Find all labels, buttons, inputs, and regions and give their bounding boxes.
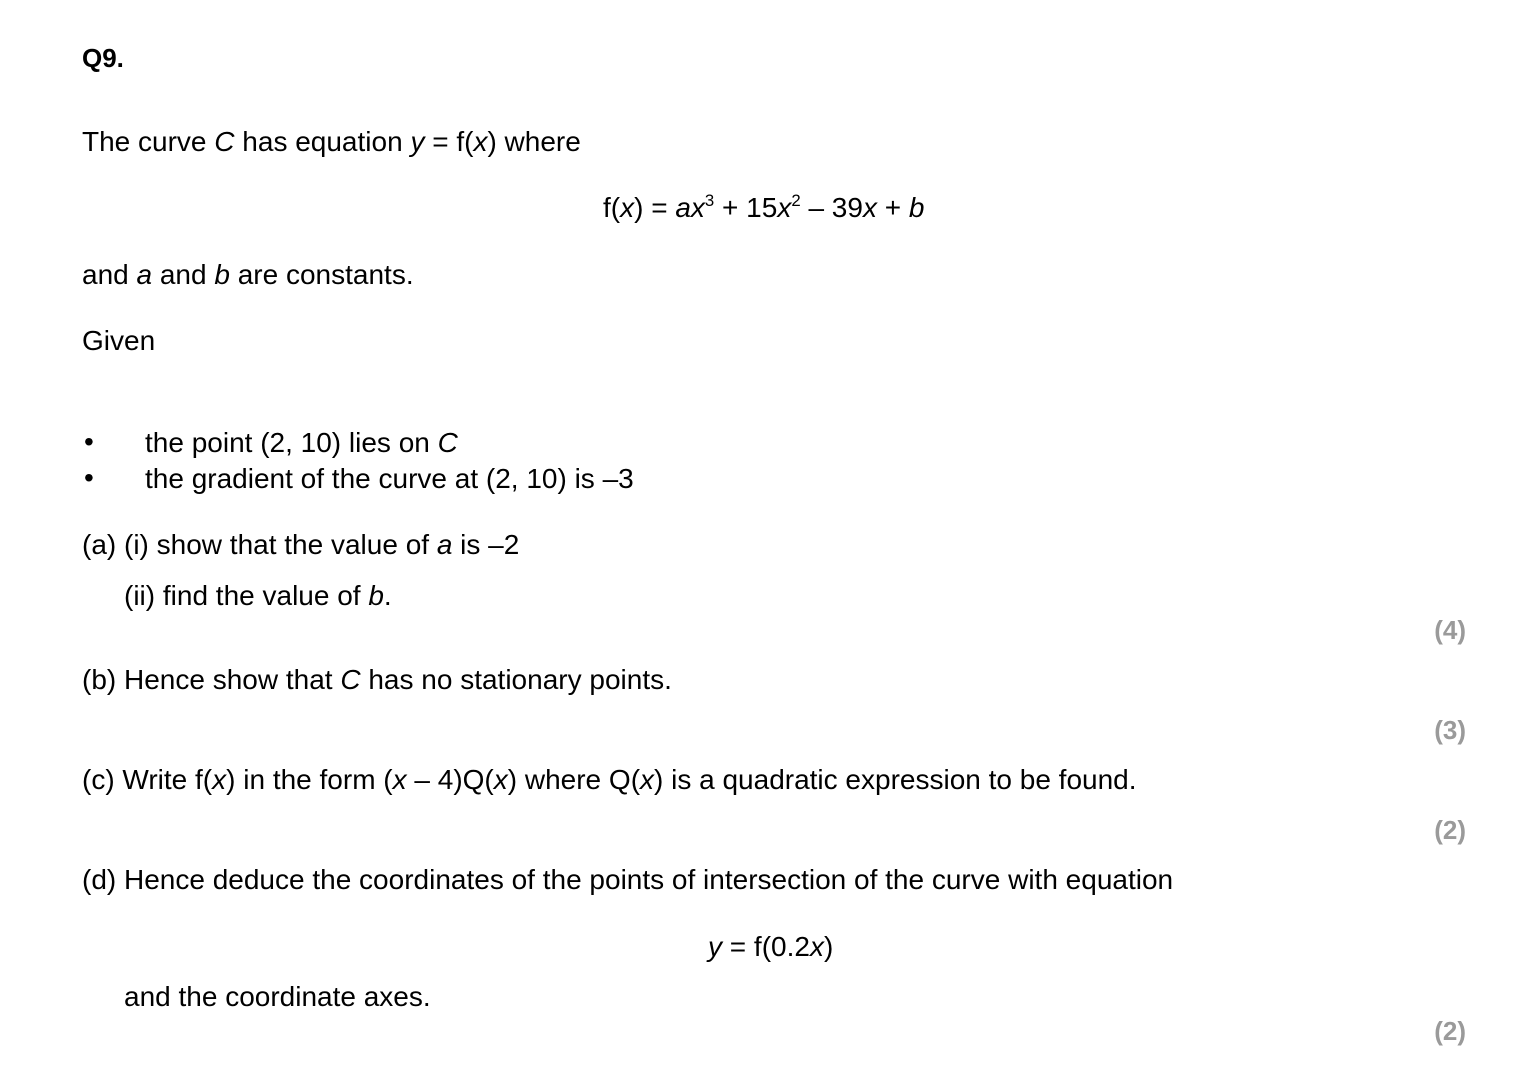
bullet-item-2: the gradient of the curve at (2, 10) is –3 [145,463,634,494]
var-b: b [908,192,925,223]
text-span: are constants. [229,259,414,290]
var-b: b [214,259,230,290]
given-label: Given [82,325,156,356]
exponent: 2 [791,191,801,211]
text-span: ) in the form ( [226,764,393,795]
text-span: and [82,259,137,290]
var-x: x [620,192,635,223]
function-equation [603,192,924,224]
text-span: ) where Q( [507,764,641,795]
var-a: a [436,529,453,560]
var-a: a [136,259,153,290]
text-span: + [876,192,909,223]
text-span: and [152,259,215,290]
text-span: has equation [234,126,411,157]
text-span: (a) (i) show that the value of [82,529,437,560]
marks-c: (2) [1434,815,1466,845]
text-span: = f(0.2 [722,931,810,962]
var-c: C [214,126,235,157]
var-y: y [708,931,722,962]
text-span: ) [823,931,834,962]
part-d: (d) Hence deduce the coordinates of the points of intersection of the curve with equation [82,864,1174,895]
text-span: ) = [634,192,676,223]
text-span: = f( [424,126,474,157]
text-span: the point (2, 10) lies on [145,427,438,458]
text-span: f( [603,192,621,223]
part-c [82,764,1137,796]
marks-d: (2) [1434,1016,1466,1046]
text-span: (ii) find the value of [124,580,369,611]
var-x: x [809,931,824,962]
var-c: C [437,427,458,458]
text-span: ) where [487,126,581,157]
bullet-item-1 [145,427,458,459]
part-b [82,664,672,696]
text-span: – 39 [800,192,863,223]
term-ax: ax [675,192,705,223]
var-b: b [368,580,384,611]
part-a-ii [124,580,392,612]
part-d-tail: and the coordinate axes. [124,981,431,1012]
text-span: The curve [82,126,215,157]
text-span: is –2 [452,529,520,560]
var-x: x [640,764,655,795]
var-x: x [862,192,877,223]
part-d-equation [708,931,833,963]
marks-b: (3) [1434,715,1466,745]
constants-paragraph [82,259,414,291]
var-x: x [392,764,407,795]
intro-paragraph [82,126,581,158]
var-y: y [410,126,425,157]
text-span: (c) Write f( [82,764,213,795]
var-x: x [473,126,488,157]
text-span: – 4)Q( [406,764,494,795]
question-number: Q9. [82,43,124,73]
bullet-icon: • [84,426,94,457]
marks-a: (4) [1434,615,1466,645]
text-span: (b) Hence show that [82,664,341,695]
part-a-i [82,529,519,561]
var-x: x [777,192,792,223]
exponent: 3 [704,191,715,211]
bullet-icon: • [84,462,94,493]
text-span: ) is a quadratic expression to be found. [654,764,1137,795]
text-span: has no stationary points. [360,664,672,695]
var-x: x [212,764,227,795]
var-c: C [340,664,361,695]
text-span: + 15 [714,192,778,223]
text-span: . [383,580,392,611]
var-x: x [493,764,508,795]
